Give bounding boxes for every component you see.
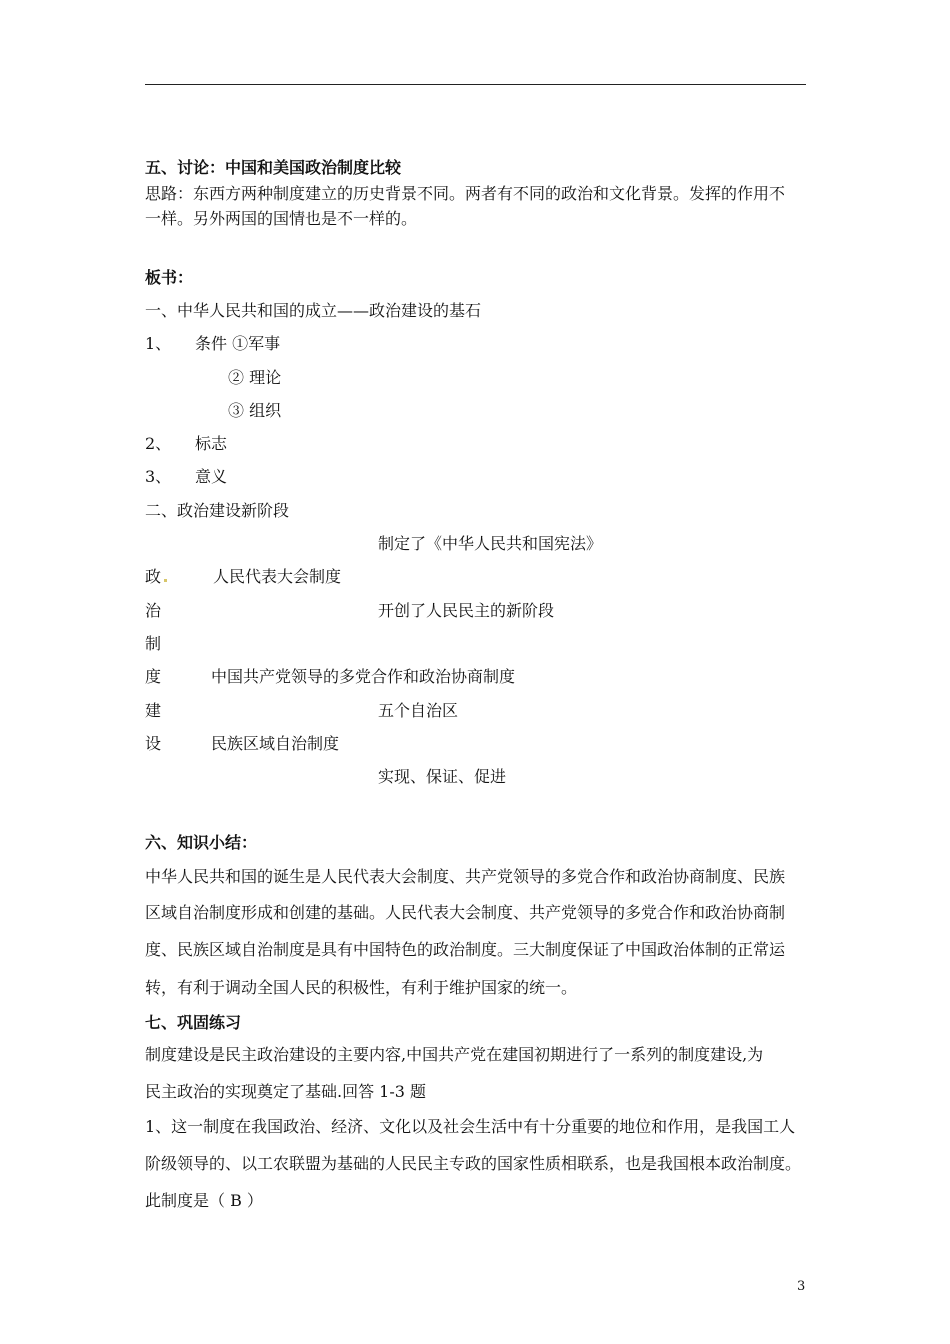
vertical-char: 度	[145, 667, 162, 686]
system2-label: 中国共产党领导的多党合作和政治协商制度	[211, 667, 516, 686]
item1-number: 1、	[145, 334, 172, 353]
board-part2: 二、政治建设新阶段	[145, 501, 290, 520]
section7-heading: 七、巩固练习	[145, 1013, 242, 1032]
board-part1: 一、中华人民共和国的成立——政治建设的基石	[145, 301, 482, 320]
item2-text: 标志	[195, 434, 228, 453]
section5-heading: 五、讨论：中国和美国政治制度比较	[145, 158, 402, 177]
item2-number: 2、	[145, 434, 172, 453]
section5-line: 思路：东西方两种制度建立的历史背景不同。两者有不同的政治和文化背景。发挥的作用不	[145, 184, 786, 203]
vertical-char: 建	[145, 701, 162, 720]
section7-line: 民主政治的实现奠定了基础.回答 1-3 题	[145, 1082, 427, 1101]
header-rule	[145, 84, 806, 85]
board-heading: 板书：	[145, 268, 194, 287]
vertical-char: 政	[145, 567, 167, 587]
system1-note: 制定了《中华人民共和国宪法》	[378, 534, 603, 553]
question-answer: 此制度是（ B ）	[145, 1191, 263, 1210]
system3-note: 实现、保证、促进	[378, 767, 507, 786]
question-line: 1、这一制度在我国政治、经济、文化以及社会生活中有十分重要的地位和作用，是我国工人	[145, 1117, 796, 1136]
vertical-char: 治	[145, 601, 162, 620]
section6-heading: 六、知识小结：	[145, 833, 258, 852]
item1-sub: ③ 组织	[228, 401, 282, 420]
system3-note: 五个自治区	[378, 701, 459, 720]
section7-line: 制度建设是民主政治建设的主要内容,中国共产党在建国初期进行了一系列的制度建设,为	[145, 1045, 764, 1064]
section6-line: 区域自治制度形成和创建的基础。人民代表大会制度、共产党领导的多党合作和政治协商制	[145, 903, 786, 922]
system1-note: 开创了人民民主的新阶段	[378, 601, 555, 620]
system1-label: 人民代表大会制度	[213, 567, 342, 586]
item3-text: 意义	[195, 467, 228, 486]
item3-number: 3、	[145, 467, 172, 486]
vertical-char: 制	[145, 634, 162, 653]
section6-line: 度、民族区域自治制度是具有中国特色的政治制度。三大制度保证了中国政治体制的正常运	[145, 940, 786, 959]
page-number: 3	[797, 1279, 806, 1294]
section5-line: 一样。另外两国的国情也是不一样的。	[145, 209, 418, 228]
item1-sub: ② 理论	[228, 368, 282, 387]
section6-line: 中华人民共和国的诞生是人民代表大会制度、共产党领导的多党合作和政治协商制度、民族	[145, 867, 786, 886]
section6-line: 转，有利于调动全国人民的积极性，有利于维护国家的统一。	[145, 978, 578, 997]
stray-mark	[164, 579, 167, 582]
item1-text: 条件 ①军事	[195, 334, 281, 353]
vertical-char: 设	[145, 734, 162, 753]
system3-label: 民族区域自治制度	[211, 734, 340, 753]
question-line: 阶级领导的、以工农联盟为基础的人民民主专政的国家性质相联系，也是我国根本政治制度。	[145, 1154, 802, 1173]
